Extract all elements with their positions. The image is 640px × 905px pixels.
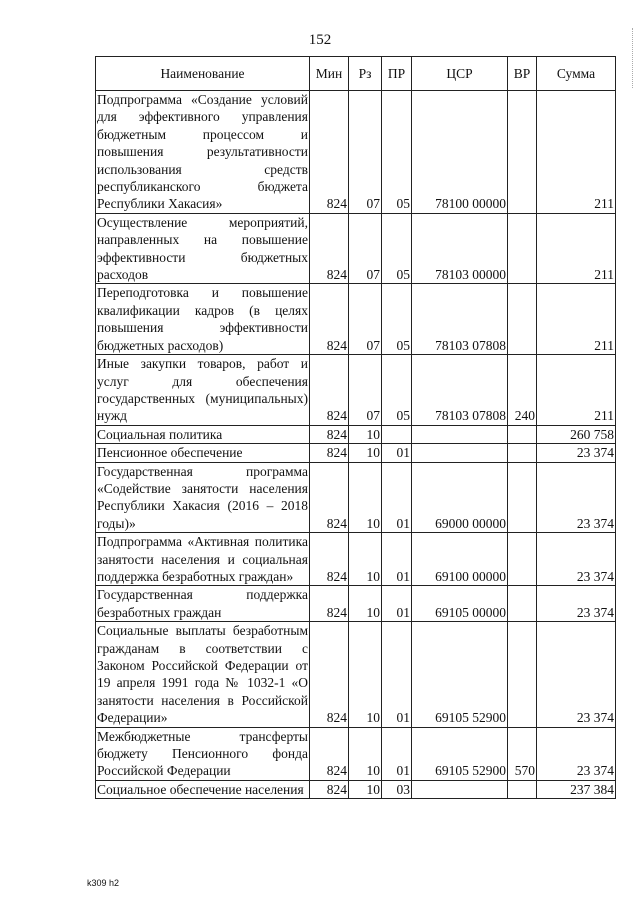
row-vr bbox=[508, 444, 537, 462]
header-min: Мин bbox=[310, 57, 349, 91]
row-sum: 23 374 bbox=[537, 727, 616, 780]
row-csr: 69100 00000 bbox=[412, 533, 508, 586]
row-csr bbox=[412, 425, 508, 443]
table-row bbox=[96, 727, 616, 780]
row-sum: 211 bbox=[537, 91, 616, 214]
row-name: Подпрограмма «Создание условий для эффективного управления бюджетным процессом и повышения результативности использования средств республиканского бюджета Республики Хакасия» bbox=[97, 92, 308, 212]
row-name: Межбюджетные трансферты бюджету Пенсионного фонда Российской Федерации bbox=[97, 728, 308, 779]
table-row bbox=[96, 91, 616, 214]
row-min: 824 bbox=[310, 462, 349, 533]
row-csr: 69105 52900 bbox=[412, 622, 508, 727]
row-csr: 69105 00000 bbox=[412, 586, 508, 622]
header-sum: Сумма bbox=[537, 57, 616, 91]
row-rz: 07 bbox=[349, 355, 382, 426]
row-vr bbox=[508, 213, 537, 284]
row-rz: 07 bbox=[349, 91, 382, 214]
row-vr bbox=[508, 586, 537, 622]
row-min: 824 bbox=[310, 444, 349, 462]
row-vr bbox=[508, 284, 537, 355]
row-min: 824 bbox=[310, 780, 349, 798]
row-pr: 01 bbox=[382, 533, 412, 586]
row-name: Социальные выплаты безработным гражданам в соответствии с Законом Российской Федерации от 19 апреля 1991 года № 1032-1 «О занятости населения в Российской Федерации» bbox=[97, 623, 308, 726]
row-name: Иные закупки товаров, работ и услуг для обеспечения государственных (муниципальных) нужд bbox=[97, 356, 308, 424]
table-row bbox=[96, 622, 616, 727]
row-csr: 78103 00000 bbox=[412, 213, 508, 284]
row-min: 824 bbox=[310, 727, 349, 780]
row-csr: 78103 07808 bbox=[412, 284, 508, 355]
row-rz: 10 bbox=[349, 425, 382, 443]
row-vr: 240 bbox=[508, 355, 537, 426]
row-sum: 23 374 bbox=[537, 444, 616, 462]
row-rz: 10 bbox=[349, 586, 382, 622]
row-sum: 211 bbox=[537, 355, 616, 426]
row-vr: 570 bbox=[508, 727, 537, 780]
header-name: Наименование bbox=[96, 57, 310, 91]
row-rz: 10 bbox=[349, 444, 382, 462]
row-pr: 01 bbox=[382, 462, 412, 533]
row-vr bbox=[508, 780, 537, 798]
row-min: 824 bbox=[310, 355, 349, 426]
footer-code: k309 h2 bbox=[87, 878, 120, 888]
row-rz: 10 bbox=[349, 533, 382, 586]
row-min: 824 bbox=[310, 586, 349, 622]
row-sum: 211 bbox=[537, 213, 616, 284]
row-csr: 69000 00000 bbox=[412, 462, 508, 533]
row-name: Социальное обеспечение населения bbox=[96, 780, 310, 798]
page-number: 152 bbox=[308, 32, 332, 48]
row-name: Пенсионное обеспечение bbox=[96, 444, 310, 462]
table-row bbox=[96, 462, 616, 533]
table-row bbox=[96, 533, 616, 586]
row-min: 824 bbox=[310, 284, 349, 355]
row-name: Переподготовка и повышение квалификации кадров (в целях повышения эффективности бюджетных расходов) bbox=[97, 285, 308, 353]
scan-edge-mark bbox=[632, 28, 636, 88]
row-pr: 05 bbox=[382, 213, 412, 284]
row-csr bbox=[412, 780, 508, 798]
row-vr bbox=[508, 622, 537, 727]
table-row bbox=[96, 355, 616, 426]
row-min: 824 bbox=[310, 533, 349, 586]
row-sum: 237 384 bbox=[537, 780, 616, 798]
row-pr bbox=[382, 425, 412, 443]
row-name: Осуществление мероприятий, направленных на повышение эффективности бюджетных расходов bbox=[97, 214, 308, 283]
row-vr bbox=[508, 91, 537, 214]
row-pr: 05 bbox=[382, 355, 412, 426]
header-csr: ЦСР bbox=[412, 57, 508, 91]
row-pr: 05 bbox=[382, 284, 412, 355]
row-csr: 69105 52900 bbox=[412, 727, 508, 780]
header-vr: ВР bbox=[508, 57, 537, 91]
row-rz: 10 bbox=[349, 462, 382, 533]
row-sum: 211 bbox=[537, 284, 616, 355]
row-pr: 03 bbox=[382, 780, 412, 798]
row-pr: 01 bbox=[382, 444, 412, 462]
table-row bbox=[96, 586, 616, 622]
row-sum: 23 374 bbox=[537, 533, 616, 586]
row-vr bbox=[508, 533, 537, 586]
row-vr bbox=[508, 462, 537, 533]
row-rz: 10 bbox=[349, 727, 382, 780]
row-name: Государственная программа «Содействие занятости населения Республики Хакасия (2016 – 2018 годы)» bbox=[97, 463, 308, 531]
table-row bbox=[96, 425, 616, 443]
row-rz: 10 bbox=[349, 780, 382, 798]
table-row bbox=[96, 780, 616, 798]
row-min: 824 bbox=[310, 213, 349, 284]
header-pr: ПР bbox=[382, 57, 412, 91]
row-csr bbox=[412, 444, 508, 462]
budget-table bbox=[95, 56, 616, 799]
row-min: 824 bbox=[310, 622, 349, 727]
row-name: Социальная политика bbox=[96, 425, 310, 443]
row-name: Государственная поддержка безработных граждан bbox=[97, 587, 308, 620]
row-rz: 07 bbox=[349, 284, 382, 355]
row-pr: 05 bbox=[382, 91, 412, 214]
row-rz: 10 bbox=[349, 622, 382, 727]
row-sum: 23 374 bbox=[537, 622, 616, 727]
row-min: 824 bbox=[310, 91, 349, 214]
row-pr: 01 bbox=[382, 586, 412, 622]
row-min: 824 bbox=[310, 425, 349, 443]
row-pr: 01 bbox=[382, 727, 412, 780]
table-row bbox=[96, 213, 616, 284]
row-csr: 78103 07808 bbox=[412, 355, 508, 426]
row-rz: 07 bbox=[349, 213, 382, 284]
row-vr bbox=[508, 425, 537, 443]
row-pr: 01 bbox=[382, 622, 412, 727]
row-sum: 260 758 bbox=[537, 425, 616, 443]
row-name: Подпрограмма «Активная политика занятости населения и социальная поддержка безработных граждан» bbox=[97, 534, 308, 584]
table-row bbox=[96, 284, 616, 355]
table-header-row bbox=[96, 57, 616, 91]
header-rz: Рз bbox=[349, 57, 382, 91]
table-row bbox=[96, 444, 616, 462]
row-sum: 23 374 bbox=[537, 462, 616, 533]
row-csr: 78100 00000 bbox=[412, 91, 508, 214]
row-sum: 23 374 bbox=[537, 586, 616, 622]
